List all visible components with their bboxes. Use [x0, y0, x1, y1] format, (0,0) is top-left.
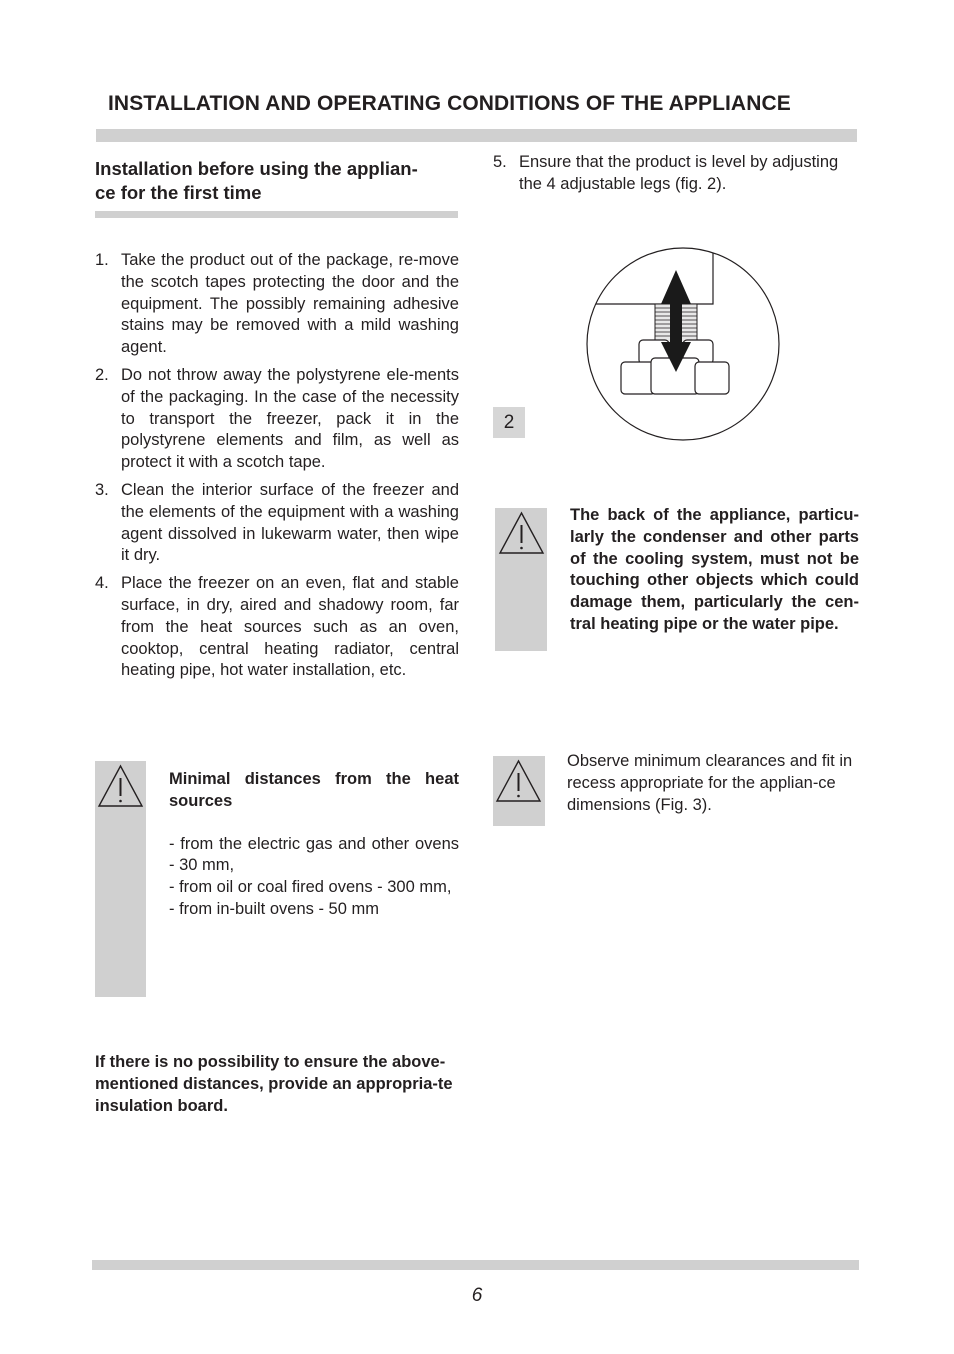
step-text: Do not throw away the polystyrene ele-ments of the packaging. In the case of the necessity to transport the freezer, pack it in the polystyrene elements and film, as well as protect it with a scotch tape. [121, 365, 459, 472]
step-number: 4. [95, 574, 109, 593]
step-number: 1. [95, 251, 109, 269]
leg-adjustment-figure [585, 246, 781, 442]
steps-list-right [493, 152, 859, 202]
footer-divider [92, 1260, 859, 1270]
step-text: Place the freezer on an even, flat and stable surface, in dry, aired and shadowy room, far from the heat sources such as an oven, cooktop, central heating radiator, central heating pipe, hot water installation, etc. [121, 574, 459, 680]
warning-back-text: The back of the appliance, particu-larly the condenser and other parts of the cooling system, must not be touching other objects which could damage them, particularly the cen-tral heating pipe or the water pipe. [570, 506, 859, 633]
step-number: 5. [493, 153, 507, 171]
list-item [95, 480, 459, 567]
warning-sidebar [95, 761, 146, 997]
warning-icon [495, 759, 542, 803]
warning-icon [97, 764, 144, 808]
section-heading-divider [95, 211, 458, 218]
distance-line: - from in-built ovens - 50 mm [169, 899, 379, 918]
warning-clearance-text: Observe minimum clearances and fit in recess appropriate for the applian-ce dimensions (Fig. 3). [567, 752, 853, 814]
list-item [95, 250, 459, 359]
step-number: 3. [95, 480, 109, 499]
warning-sidebar [493, 756, 545, 826]
section-heading-line-2: ce for the first time [95, 182, 262, 203]
list-item [95, 573, 459, 682]
section-heading-line-1: Installation before using the applian- [95, 158, 418, 179]
warning-distances-title: Minimal distances from the heat sources [169, 770, 459, 810]
page-number: 6 [471, 1285, 483, 1306]
step-text: Clean the interior surface of the freezer and the elements of the equipment with a washing agent dissolved in lukewarm water, then wipe it dry. [121, 480, 459, 565]
steps-list [95, 250, 459, 688]
warning-distances [169, 769, 459, 921]
title-divider [96, 129, 857, 142]
distance-line: - from the electric gas and other ovens - 30 mm, [169, 834, 459, 875]
insulation-note: If there is no possibility to ensure the above-mentioned distances, provide an appropria-te insulation board. [95, 1053, 453, 1115]
list-item [493, 152, 859, 196]
list-item [95, 365, 459, 474]
warning-icon [498, 511, 545, 555]
section-heading [95, 157, 460, 205]
distance-line: - from oil or coal fired ovens - 300 mm, [169, 878, 452, 897]
step-text: Take the product out of the package, re-move the scotch tapes protecting the door and the equipment. The possibly remaining adhesive stains may be removed with a mild washing agent. [121, 251, 459, 357]
step-number: 2. [95, 365, 109, 384]
page-title: INSTALLATION AND OPERATING CONDITIONS OF THE APPLIANCE [108, 92, 791, 115]
warning-sidebar [495, 508, 547, 651]
figure-label: 2 [493, 407, 525, 438]
step-text: Ensure that the product is level by adjusting the 4 adjustable legs (fig. 2). [519, 153, 839, 193]
